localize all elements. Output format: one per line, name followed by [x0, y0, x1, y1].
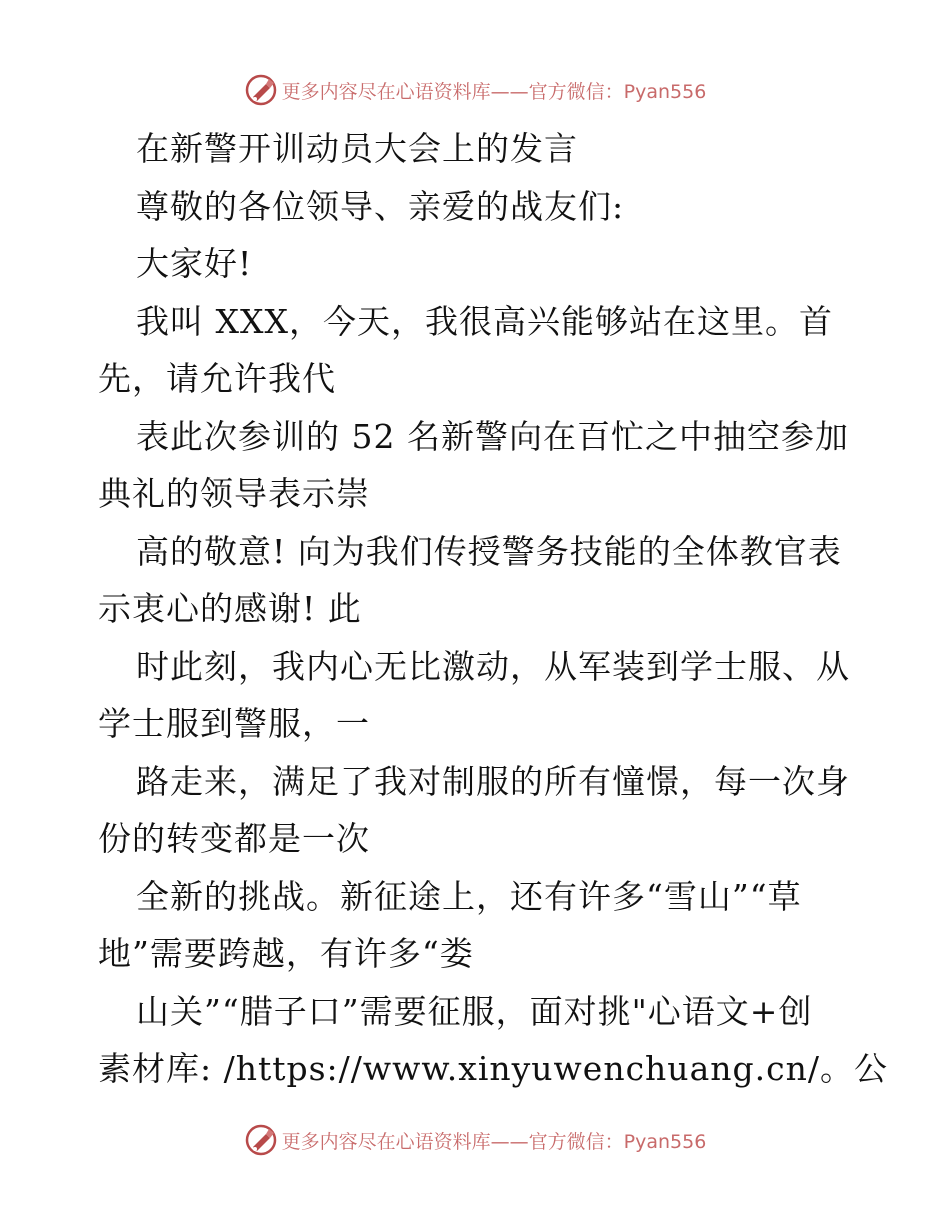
paragraph-line: 高的敬意! 向为我们传授警务技能的全体教官表 — [136, 531, 842, 571]
salutation: 尊敬的各位领导、亲爱的战友们: — [136, 186, 625, 226]
pen-nib-logo-icon — [244, 1123, 278, 1157]
footer-brand-text: 更多内容尽在心语资料库 — [281, 1130, 491, 1153]
paragraph-line: 时此刻，我内心无比激动，从军装到学士服、从 — [136, 646, 850, 686]
header-watermark-text — [282, 77, 707, 104]
header-separator: —— — [490, 80, 529, 103]
paragraph-line: 示衷心的感谢! 此 — [98, 589, 362, 628]
paragraph-line: 山关”“腊子口”需要征服，面对挑"心语文+创 — [136, 991, 813, 1031]
paragraph-line: 份的转变都是一次 — [98, 819, 370, 858]
paragraph-line: 素材库: /https://www.xinyuwenchuang.cn/。公 — [98, 1049, 888, 1088]
paragraph-line: 全新的挑战。新征途上，还有许多“雪山”“草 — [136, 876, 802, 916]
header-brand-text: 更多内容尽在心语资料库 — [281, 80, 491, 103]
greeting: 大家好! — [136, 244, 253, 283]
footer-watermark-text — [282, 1127, 707, 1154]
paragraph-line: 地”需要跨越，有许多“娄 — [98, 934, 474, 973]
paragraph-line: 典礼的领导表示崇 — [98, 474, 370, 513]
footer-wechat-text: 官方微信：Pyan556 — [528, 1130, 707, 1153]
header-watermark-banner — [0, 70, 950, 110]
pen-nib-logo-icon — [244, 73, 278, 107]
document-title: 在新警开训动员大会上的发言 — [136, 129, 578, 168]
paragraph-line: 路走来，满足了我对制服的所有憧憬，每一次身 — [136, 761, 850, 801]
paragraph-line: 先，请允许我代 — [98, 359, 336, 398]
document-body — [98, 120, 888, 1098]
paragraph-line: 我叫 XXX，今天，我很高兴能够站在这里。首 — [136, 301, 833, 341]
paragraph-line: 表此次参训的 52 名新警向在百忙之中抽空参加 — [136, 416, 849, 456]
footer-watermark-banner — [0, 1120, 950, 1160]
header-wechat-text: 官方微信：Pyan556 — [528, 80, 707, 103]
footer-separator: —— — [490, 1130, 529, 1153]
paragraph-line: 学士服到警服，一 — [98, 704, 370, 743]
